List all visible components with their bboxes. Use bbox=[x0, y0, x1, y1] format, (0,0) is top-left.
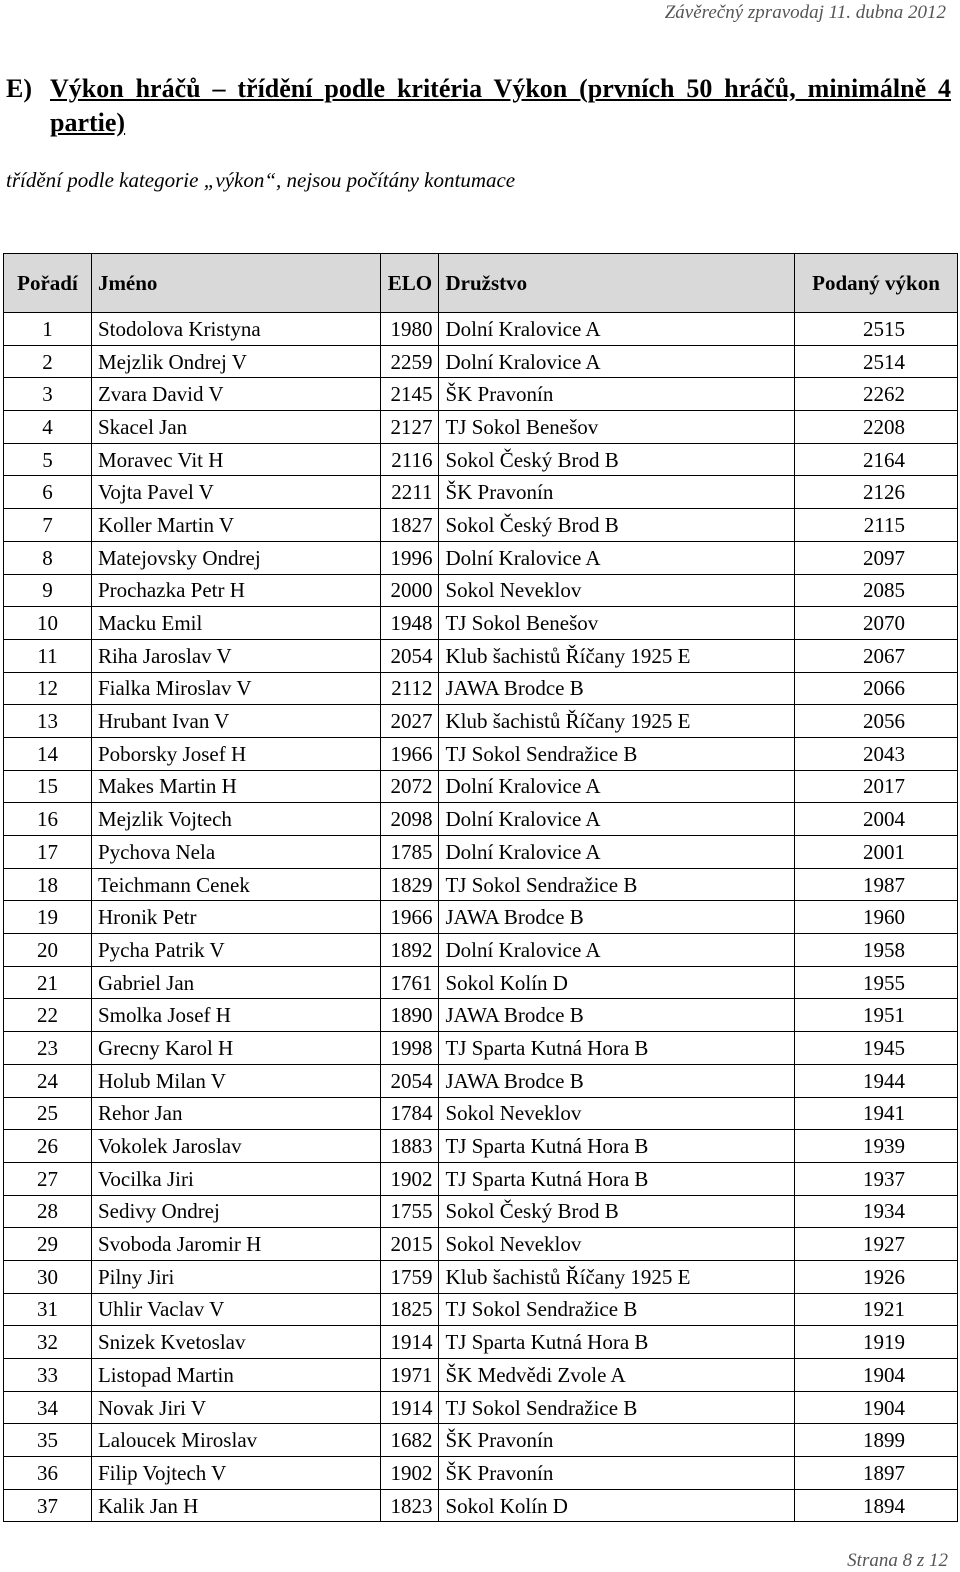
rank-cell: 25 bbox=[4, 1097, 92, 1130]
team-cell: Sokol Kolín D bbox=[439, 1489, 795, 1522]
elo-cell: 2116 bbox=[381, 443, 439, 476]
table-row bbox=[4, 1097, 958, 1130]
elo-cell: 2027 bbox=[381, 705, 439, 738]
results-table bbox=[3, 253, 958, 1522]
page-number: Strana 8 z 12 bbox=[847, 1550, 948, 1571]
team-cell: ŠK Pravonín bbox=[439, 1424, 795, 1457]
elo-cell: 1784 bbox=[381, 1097, 439, 1130]
column-header-performance: Podaný výkon bbox=[795, 254, 958, 313]
player-name-cell: Koller Martin V bbox=[91, 509, 381, 542]
team-cell: Dolní Kralovice A bbox=[439, 313, 795, 346]
rank-cell: 13 bbox=[4, 705, 92, 738]
team-cell: TJ Sokol Sendražice B bbox=[439, 737, 795, 770]
elo-cell: 2015 bbox=[381, 1228, 439, 1261]
table-row bbox=[4, 443, 958, 476]
elo-cell: 1823 bbox=[381, 1489, 439, 1522]
rank-cell: 12 bbox=[4, 672, 92, 705]
rank-cell: 21 bbox=[4, 966, 92, 999]
performance-cell: 2067 bbox=[795, 639, 958, 672]
player-name-cell: Vojta Pavel V bbox=[91, 476, 381, 509]
table-row bbox=[4, 1489, 958, 1522]
table-row bbox=[4, 901, 958, 934]
player-name-cell: Fialka Miroslav V bbox=[91, 672, 381, 705]
team-cell: Sokol Český Brod B bbox=[439, 1195, 795, 1228]
team-cell: TJ Sokol Sendražice B bbox=[439, 1391, 795, 1424]
performance-cell: 2514 bbox=[795, 345, 958, 378]
table-row bbox=[4, 476, 958, 509]
performance-cell: 1944 bbox=[795, 1064, 958, 1097]
table-row bbox=[4, 639, 958, 672]
table-header-row bbox=[4, 254, 958, 313]
player-name-cell: Riha Jaroslav V bbox=[91, 639, 381, 672]
table-row bbox=[4, 868, 958, 901]
rank-cell: 22 bbox=[4, 999, 92, 1032]
player-name-cell: Zvara David V bbox=[91, 378, 381, 411]
rank-cell: 15 bbox=[4, 770, 92, 803]
rank-cell: 16 bbox=[4, 803, 92, 836]
performance-cell: 1926 bbox=[795, 1260, 958, 1293]
team-cell: Klub šachistů Říčany 1925 E bbox=[439, 1260, 795, 1293]
table-row bbox=[4, 836, 958, 869]
performance-cell: 2017 bbox=[795, 770, 958, 803]
player-name-cell: Hrubant Ivan V bbox=[91, 705, 381, 738]
table-row bbox=[4, 509, 958, 542]
team-cell: Dolní Kralovice A bbox=[439, 836, 795, 869]
player-name-cell: Skacel Jan bbox=[91, 411, 381, 444]
team-cell: TJ Sparta Kutná Hora B bbox=[439, 1162, 795, 1195]
table-row bbox=[4, 1293, 958, 1326]
rank-cell: 36 bbox=[4, 1457, 92, 1490]
player-name-cell: Macku Emil bbox=[91, 607, 381, 640]
team-cell: Sokol Neveklov bbox=[439, 1228, 795, 1261]
table-row bbox=[4, 1391, 958, 1424]
team-cell: TJ Sparta Kutná Hora B bbox=[439, 1032, 795, 1065]
rank-cell: 29 bbox=[4, 1228, 92, 1261]
rank-cell: 23 bbox=[4, 1032, 92, 1065]
rank-cell: 6 bbox=[4, 476, 92, 509]
elo-cell: 1966 bbox=[381, 901, 439, 934]
performance-cell: 1897 bbox=[795, 1457, 958, 1490]
results-body bbox=[4, 313, 958, 1522]
player-name-cell: Mejzlik Vojtech bbox=[91, 803, 381, 836]
elo-cell: 1827 bbox=[381, 509, 439, 542]
performance-cell: 1987 bbox=[795, 868, 958, 901]
player-name-cell: Filip Vojtech V bbox=[91, 1457, 381, 1490]
rank-cell: 3 bbox=[4, 378, 92, 411]
performance-cell: 1904 bbox=[795, 1391, 958, 1424]
section-subtitle: třídění podle kategorie „výkon“, nejsou počítány kontumace bbox=[6, 168, 516, 192]
team-cell: TJ Sparta Kutná Hora B bbox=[439, 1130, 795, 1163]
table-row bbox=[4, 737, 958, 770]
performance-cell: 2066 bbox=[795, 672, 958, 705]
player-name-cell: Gabriel Jan bbox=[91, 966, 381, 999]
table-row bbox=[4, 934, 958, 967]
team-cell: Klub šachistů Říčany 1925 E bbox=[439, 705, 795, 738]
performance-cell: 2043 bbox=[795, 737, 958, 770]
rank-cell: 1 bbox=[4, 313, 92, 346]
elo-cell: 2259 bbox=[381, 345, 439, 378]
table-row bbox=[4, 541, 958, 574]
player-name-cell: Matejovsky Ondrej bbox=[91, 541, 381, 574]
table-row bbox=[4, 705, 958, 738]
rank-cell: 26 bbox=[4, 1130, 92, 1163]
team-cell: Klub šachistů Říčany 1925 E bbox=[439, 639, 795, 672]
elo-cell: 1825 bbox=[381, 1293, 439, 1326]
table-row bbox=[4, 1130, 958, 1163]
player-name-cell: Makes Martin H bbox=[91, 770, 381, 803]
table-row bbox=[4, 574, 958, 607]
elo-cell: 1682 bbox=[381, 1424, 439, 1457]
table-row bbox=[4, 607, 958, 640]
player-name-cell: Holub Milan V bbox=[91, 1064, 381, 1097]
table-row bbox=[4, 672, 958, 705]
table-row bbox=[4, 1326, 958, 1359]
player-name-cell: Mejzlik Ondrej V bbox=[91, 345, 381, 378]
performance-cell: 1904 bbox=[795, 1359, 958, 1392]
player-name-cell: Vokolek Jaroslav bbox=[91, 1130, 381, 1163]
team-cell: Sokol Český Brod B bbox=[439, 443, 795, 476]
performance-cell: 2126 bbox=[795, 476, 958, 509]
section-letter: E) bbox=[6, 74, 32, 103]
table-row bbox=[4, 1359, 958, 1392]
team-cell: ŠK Pravonín bbox=[439, 476, 795, 509]
elo-cell: 1948 bbox=[381, 607, 439, 640]
player-name-cell: Svoboda Jaromir H bbox=[91, 1228, 381, 1261]
rank-cell: 14 bbox=[4, 737, 92, 770]
player-name-cell: Pychova Nela bbox=[91, 836, 381, 869]
column-header-elo: ELO bbox=[381, 254, 439, 313]
performance-cell: 1919 bbox=[795, 1326, 958, 1359]
performance-cell: 2056 bbox=[795, 705, 958, 738]
elo-cell: 1998 bbox=[381, 1032, 439, 1065]
team-cell: Sokol Neveklov bbox=[439, 574, 795, 607]
table-row bbox=[4, 803, 958, 836]
elo-cell: 1759 bbox=[381, 1260, 439, 1293]
elo-cell: 1971 bbox=[381, 1359, 439, 1392]
rank-cell: 28 bbox=[4, 1195, 92, 1228]
table-row bbox=[4, 378, 958, 411]
player-name-cell: Stodolova Kristyna bbox=[91, 313, 381, 346]
elo-cell: 2211 bbox=[381, 476, 439, 509]
rank-cell: 34 bbox=[4, 1391, 92, 1424]
player-name-cell: Hronik Petr bbox=[91, 901, 381, 934]
rank-cell: 31 bbox=[4, 1293, 92, 1326]
elo-cell: 2054 bbox=[381, 639, 439, 672]
table-row bbox=[4, 1260, 958, 1293]
player-name-cell: Pycha Patrik V bbox=[91, 934, 381, 967]
rank-cell: 32 bbox=[4, 1326, 92, 1359]
team-cell: Sokol Kolín D bbox=[439, 966, 795, 999]
performance-cell: 2097 bbox=[795, 541, 958, 574]
performance-cell: 1945 bbox=[795, 1032, 958, 1065]
performance-cell: 1937 bbox=[795, 1162, 958, 1195]
rank-cell: 8 bbox=[4, 541, 92, 574]
table-row bbox=[4, 1228, 958, 1261]
section-title: Výkon hráčů – třídění podle kritéria Výkon (prvních 50 hráčů, minimálně 4 partie) bbox=[50, 74, 951, 137]
player-name-cell: Smolka Josef H bbox=[91, 999, 381, 1032]
performance-cell: 2262 bbox=[795, 378, 958, 411]
player-name-cell: Vocilka Jiri bbox=[91, 1162, 381, 1195]
table-row bbox=[4, 345, 958, 378]
table-row bbox=[4, 1032, 958, 1065]
elo-cell: 1902 bbox=[381, 1162, 439, 1195]
table-row bbox=[4, 1064, 958, 1097]
player-name-cell: Poborsky Josef H bbox=[91, 737, 381, 770]
performance-cell: 2004 bbox=[795, 803, 958, 836]
team-cell: Dolní Kralovice A bbox=[439, 345, 795, 378]
performance-cell: 1899 bbox=[795, 1424, 958, 1457]
performance-cell: 1941 bbox=[795, 1097, 958, 1130]
team-cell: Sokol Neveklov bbox=[439, 1097, 795, 1130]
team-cell: TJ Sokol Benešov bbox=[439, 607, 795, 640]
elo-cell: 1980 bbox=[381, 313, 439, 346]
elo-cell: 2054 bbox=[381, 1064, 439, 1097]
performance-cell: 1934 bbox=[795, 1195, 958, 1228]
team-cell: Sokol Český Brod B bbox=[439, 509, 795, 542]
table-row bbox=[4, 966, 958, 999]
performance-cell: 2001 bbox=[795, 836, 958, 869]
performance-cell: 1955 bbox=[795, 966, 958, 999]
elo-cell: 1785 bbox=[381, 836, 439, 869]
table-row bbox=[4, 1457, 958, 1490]
table-row bbox=[4, 1195, 958, 1228]
elo-cell: 2127 bbox=[381, 411, 439, 444]
performance-cell: 1921 bbox=[795, 1293, 958, 1326]
team-cell: TJ Sokol Sendražice B bbox=[439, 1293, 795, 1326]
player-name-cell: Uhlir Vaclav V bbox=[91, 1293, 381, 1326]
team-cell: JAWA Brodce B bbox=[439, 901, 795, 934]
player-name-cell: Teichmann Cenek bbox=[91, 868, 381, 901]
performance-cell: 1927 bbox=[795, 1228, 958, 1261]
elo-cell: 1883 bbox=[381, 1130, 439, 1163]
running-header: Závěrečný zpravodaj 11. dubna 2012 bbox=[664, 2, 946, 23]
performance-cell: 1894 bbox=[795, 1489, 958, 1522]
rank-cell: 19 bbox=[4, 901, 92, 934]
player-name-cell: Pilny Jiri bbox=[91, 1260, 381, 1293]
team-cell: ŠK Medvědi Zvole A bbox=[439, 1359, 795, 1392]
section-heading bbox=[6, 72, 951, 140]
performance-cell: 2515 bbox=[795, 313, 958, 346]
elo-cell: 2112 bbox=[381, 672, 439, 705]
table-row bbox=[4, 1162, 958, 1195]
rank-cell: 35 bbox=[4, 1424, 92, 1457]
player-name-cell: Novak Jiri V bbox=[91, 1391, 381, 1424]
player-name-cell: Grecny Karol H bbox=[91, 1032, 381, 1065]
elo-cell: 1914 bbox=[381, 1326, 439, 1359]
team-cell: JAWA Brodce B bbox=[439, 999, 795, 1032]
column-header-rank: Pořadí bbox=[4, 254, 92, 313]
elo-cell: 1996 bbox=[381, 541, 439, 574]
elo-cell: 1890 bbox=[381, 999, 439, 1032]
rank-cell: 4 bbox=[4, 411, 92, 444]
elo-cell: 2000 bbox=[381, 574, 439, 607]
elo-cell: 1761 bbox=[381, 966, 439, 999]
rank-cell: 37 bbox=[4, 1489, 92, 1522]
rank-cell: 11 bbox=[4, 639, 92, 672]
elo-cell: 2098 bbox=[381, 803, 439, 836]
column-header-team: Družstvo bbox=[439, 254, 795, 313]
rank-cell: 27 bbox=[4, 1162, 92, 1195]
team-cell: TJ Sokol Benešov bbox=[439, 411, 795, 444]
table-row bbox=[4, 999, 958, 1032]
elo-cell: 1829 bbox=[381, 868, 439, 901]
player-name-cell: Kalik Jan H bbox=[91, 1489, 381, 1522]
table-row bbox=[4, 1424, 958, 1457]
team-cell: TJ Sparta Kutná Hora B bbox=[439, 1326, 795, 1359]
player-name-cell: Prochazka Petr H bbox=[91, 574, 381, 607]
performance-cell: 2208 bbox=[795, 411, 958, 444]
team-cell: JAWA Brodce B bbox=[439, 1064, 795, 1097]
player-name-cell: Laloucek Miroslav bbox=[91, 1424, 381, 1457]
rank-cell: 17 bbox=[4, 836, 92, 869]
performance-cell: 2085 bbox=[795, 574, 958, 607]
elo-cell: 1966 bbox=[381, 737, 439, 770]
performance-cell: 2164 bbox=[795, 443, 958, 476]
team-cell: TJ Sokol Sendražice B bbox=[439, 868, 795, 901]
performance-cell: 1960 bbox=[795, 901, 958, 934]
rank-cell: 2 bbox=[4, 345, 92, 378]
team-cell: Dolní Kralovice A bbox=[439, 803, 795, 836]
rank-cell: 10 bbox=[4, 607, 92, 640]
rank-cell: 24 bbox=[4, 1064, 92, 1097]
performance-cell: 2070 bbox=[795, 607, 958, 640]
elo-cell: 1902 bbox=[381, 1457, 439, 1490]
rank-cell: 20 bbox=[4, 934, 92, 967]
rank-cell: 33 bbox=[4, 1359, 92, 1392]
elo-cell: 2072 bbox=[381, 770, 439, 803]
team-cell: Dolní Kralovice A bbox=[439, 934, 795, 967]
player-name-cell: Snizek Kvetoslav bbox=[91, 1326, 381, 1359]
player-name-cell: Moravec Vit H bbox=[91, 443, 381, 476]
performance-cell: 1951 bbox=[795, 999, 958, 1032]
rank-cell: 5 bbox=[4, 443, 92, 476]
rank-cell: 7 bbox=[4, 509, 92, 542]
performance-cell: 1939 bbox=[795, 1130, 958, 1163]
player-name-cell: Rehor Jan bbox=[91, 1097, 381, 1130]
team-cell: Dolní Kralovice A bbox=[439, 541, 795, 574]
table-row bbox=[4, 411, 958, 444]
player-name-cell: Sedivy Ondrej bbox=[91, 1195, 381, 1228]
team-cell: ŠK Pravonín bbox=[439, 378, 795, 411]
table-row bbox=[4, 770, 958, 803]
player-name-cell: Listopad Martin bbox=[91, 1359, 381, 1392]
rank-cell: 9 bbox=[4, 574, 92, 607]
rank-cell: 30 bbox=[4, 1260, 92, 1293]
performance-cell: 2115 bbox=[795, 509, 958, 542]
team-cell: JAWA Brodce B bbox=[439, 672, 795, 705]
performance-cell: 1958 bbox=[795, 934, 958, 967]
team-cell: Dolní Kralovice A bbox=[439, 770, 795, 803]
rank-cell: 18 bbox=[4, 868, 92, 901]
column-header-name: Jméno bbox=[91, 254, 381, 313]
table-row bbox=[4, 313, 958, 346]
elo-cell: 1892 bbox=[381, 934, 439, 967]
elo-cell: 2145 bbox=[381, 378, 439, 411]
elo-cell: 1755 bbox=[381, 1195, 439, 1228]
elo-cell: 1914 bbox=[381, 1391, 439, 1424]
team-cell: ŠK Pravonín bbox=[439, 1457, 795, 1490]
